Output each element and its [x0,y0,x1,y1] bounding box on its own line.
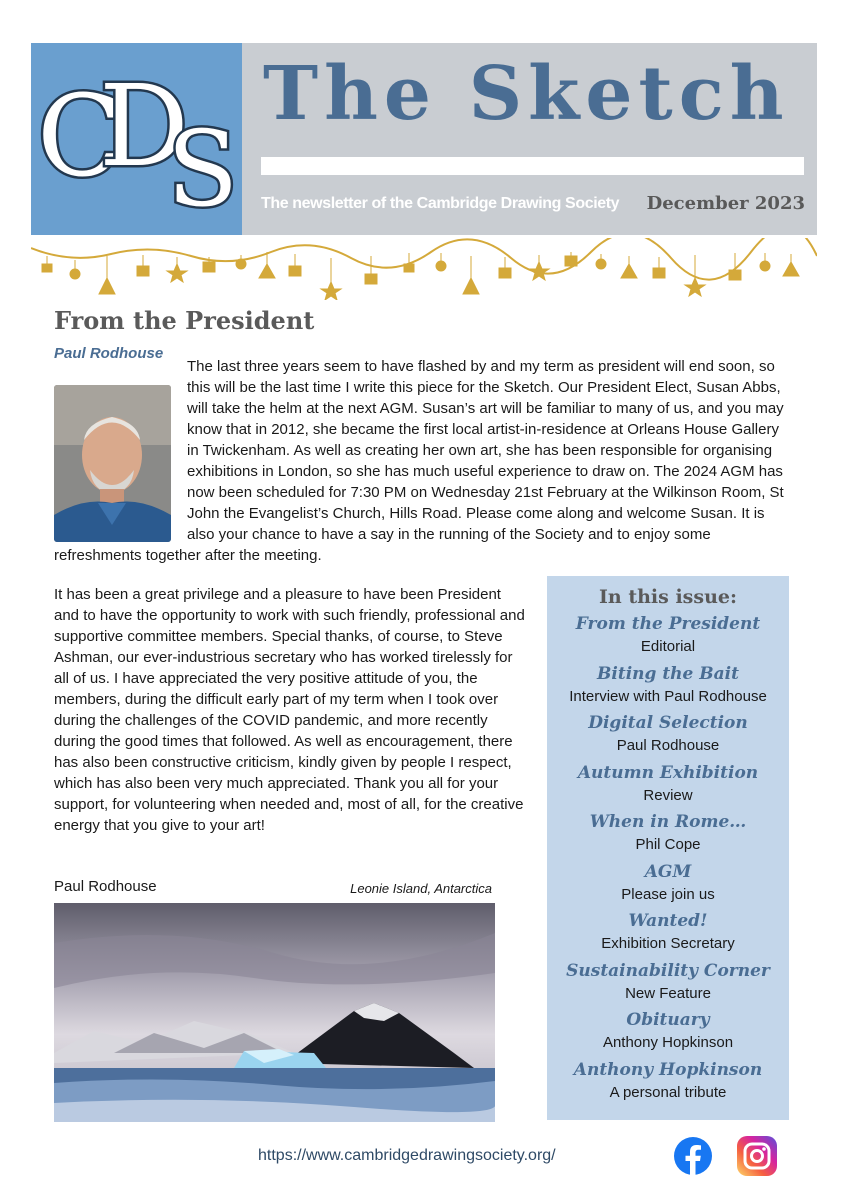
issue-item-subtitle: Interview with Paul Rodhouse [569,687,767,705]
cds-logo [31,43,242,235]
cds-logo-mark [31,43,242,235]
issue-item-subtitle: Review [643,786,693,804]
antarctica-painting [54,903,495,1122]
issue-item-title: AGM [644,861,692,882]
title-underline-bar [261,157,804,175]
issue-item [547,612,789,662]
president-signoff: Paul Rodhouse [54,878,157,895]
painting-image [54,903,495,1122]
svg-text:S: S [167,108,239,230]
portrait-image [54,385,171,542]
issue-item [547,1058,789,1108]
issue-item-title: Autumn Exhibition [577,762,759,783]
instagram-icon[interactable] [737,1136,777,1176]
issue-item [547,959,789,1009]
issue-item [547,711,789,761]
issue-item-title: Digital Selection [588,713,748,733]
president-portrait-photo [54,385,171,542]
issue-item-subtitle: A personal tribute [609,1083,727,1101]
issue-item-subtitle: New Feature [625,984,711,1002]
issue-item-title: When in Rome… [589,812,747,832]
issue-item-subtitle: Paul Rodhouse [616,737,720,754]
president-paragraph-2: It has been a great privilege and a pleasure to have been President and to have the opportunity to work with such friendly, professional and supportive committee members. Special thanks, of course, to Steve Ashman, our ever-industrious secretary who has worked tirelessly for all of us. I have appreciated the very positive attitude of you, the members, during the difficult early part of my term when I took over during the challenges of the COVID pandemic, and more recently during the good times that followed. As well as encouragement, there has also been constructive criticism, kindly given by people I respect, which has also been very much appreciated. Thank you all for your support, for volunteering when needed and, most of all, for the creative energy that you give to your art! [54,586,525,834]
issue-item-title: Biting the Bait [597,663,739,684]
newsletter-title: The Sketch [263,51,790,137]
facebook-icon[interactable] [674,1137,712,1175]
newsletter-subtitle: The newsletter of the Cambridge Drawing Society [261,195,620,212]
president-heading: From the President [54,306,315,335]
painting-caption: Leonie Island, Antarctica [350,881,492,896]
president-author: Paul Rodhouse [54,345,164,362]
issue-item [547,810,789,860]
issue-item-title: Wanted! [628,911,708,931]
in-this-issue-heading: In this issue: [599,586,737,608]
issue-item [547,761,789,811]
issue-item-title: Obituary [626,1010,710,1030]
website-link[interactable]: https://www.cambridgedrawingsociety.org/ [258,1147,556,1164]
in-this-issue-panel [547,576,789,1120]
issue-item-subtitle: Phil Cope [635,836,701,853]
issue-item [547,662,789,712]
issue-item-subtitle: Please join us [621,885,715,903]
issue-item [547,860,789,910]
issue-item-title: From the President [575,614,761,634]
svg-text:D: D [99,62,189,192]
svg-text:C: C [37,72,123,202]
issue-item-title: Anthony Hopkinson [573,1059,763,1080]
issue-item [547,909,789,959]
issue-item-subtitle: Exhibition Secretary [601,935,735,952]
issue-item [547,1008,789,1058]
issue-item-title: Sustainability Corner [566,960,770,981]
masthead [31,43,817,235]
issue-item-subtitle: Editorial [640,638,696,655]
issue-item-subtitle: Anthony Hopkinson [602,1034,734,1051]
issue-date: December 2023 [646,193,805,214]
president-paragraph-1-text: The last three years seem to have flashed by and my term as president will end soon, so this will be the last time I write this piece for the Sketch. Our President Elect, Susan Abbs, will take the helm at the next AGM. Susan’s art will be familiar to many of us, and you may know that in 2012, she became the first local artist-in-residence at Orleans House Gallery in Twickenham. As well as creating her own art, she has been responsible for organising exhibitions in London, so she has much useful experience to draw on. The 2024 AGM has now been scheduled for 7:30 PM on Wednesday 21st February at the Wilkinson Room, St John the Evangelist’s Church, Hills Road. Please come along and welcome Susan. It is also your chance to have a say in the running of the Society and to enjoy some refreshments together after the meeting. [54,358,784,564]
christmas-garland-decoration [31,238,817,300]
